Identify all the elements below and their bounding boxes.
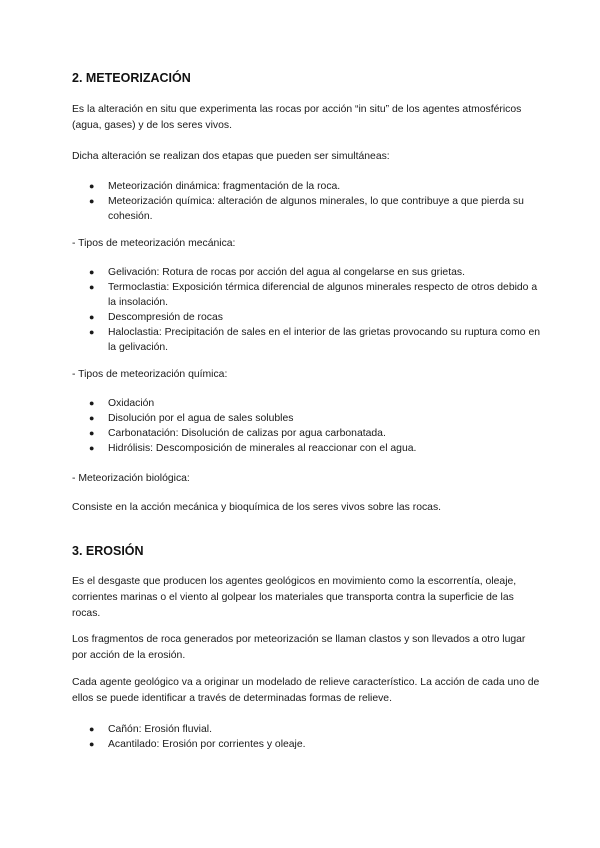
mechanical-heading: - Tipos de meteorización mecánica: (72, 238, 236, 249)
mechanical-list (72, 265, 542, 355)
bullet-icon: ● (89, 428, 95, 438)
section-3-title: 3. EROSIÓN (72, 544, 144, 558)
biological-text: Consiste en la acción mecánica y bioquímica de los seres vivos sobre las rocas. (72, 502, 442, 513)
list-item: ● Termoclastia: Exposición térmica diferencial de algunos minerales respecto de otros debido a la insolación. (89, 282, 538, 308)
bullet-icon: ● (89, 724, 95, 734)
bullet-icon: ● (89, 398, 95, 408)
list-item: ● Cañón: Erosión fluvial. (89, 724, 212, 735)
list-item: ● Disolución por el agua de sales solubles (89, 413, 294, 424)
section-3-agents: Cada agente geológico va a originar un modelado de relieve característico. La acción de cada uno de ellos se puede identificar a través de determinadas formas de relieve. (72, 677, 540, 704)
list-item: ● Hidrólisis: Descomposición de minerales al reaccionar con el agua. (89, 443, 417, 454)
bullet-icon: ● (89, 267, 95, 277)
section-2-stages-intro: Dicha alteración se realizan dos etapas que pueden ser simultáneas: (72, 151, 390, 162)
bullet-icon: ● (89, 196, 95, 206)
list-item: ● Gelivación: Rotura de rocas por acción del agua al congelarse en sus grietas. (89, 267, 465, 278)
bullet-icon: ● (89, 327, 95, 337)
stages-list (72, 179, 542, 224)
section-2-title: 2. METEORIZACIÓN (72, 71, 191, 85)
list-item: ● Acantilado: Erosión por corrientes y oleaje. (89, 739, 306, 750)
bullet-icon: ● (89, 739, 95, 749)
list-item: ● Oxidación (89, 398, 155, 409)
list-item: ● Carbonatación: Disolución de calizas por agua carbonatada. (89, 428, 386, 439)
chemical-heading: - Tipos de meteorización química: (72, 369, 228, 380)
section-2-intro: Es la alteración en situ que experimenta las rocas por acción “in situ” de los agentes atmosféricos (agua, gases) y de los seres vivos. (72, 104, 522, 131)
chemical-list (72, 396, 542, 456)
bullet-icon: ● (89, 312, 95, 322)
list-item: ● Meteorización química: alteración de algunos minerales, lo que contribuye a que pierda su cohesión. (89, 196, 524, 222)
bullet-icon: ● (89, 181, 95, 191)
biological-heading: - Meteorización biológica: (72, 473, 190, 484)
section-3-intro: Es el desgaste que producen los agentes geológicos en movimiento como la escorrentía, oleaje, corrientes marinas o el viento al golpear los materiales que transporta contra la superficie de las rocas. (72, 576, 517, 619)
section-3-fragments: Los fragmentos de roca generados por meteorización se llaman clastos y son llevados a otro lugar por acción de la erosión. (72, 634, 526, 661)
list-item: ● Haloclastia: Precipitación de sales en el interior de las grietas provocando su ruptura como en la gelivación. (89, 327, 541, 353)
bullet-icon: ● (89, 413, 95, 423)
bullet-icon: ● (89, 443, 95, 453)
list-item: ● Meteorización dinámica: fragmentación de la roca. (89, 181, 341, 192)
bullet-icon: ● (89, 282, 95, 292)
list-item: ● Descompresión de rocas (89, 312, 223, 323)
erosion-forms-list (72, 722, 542, 752)
